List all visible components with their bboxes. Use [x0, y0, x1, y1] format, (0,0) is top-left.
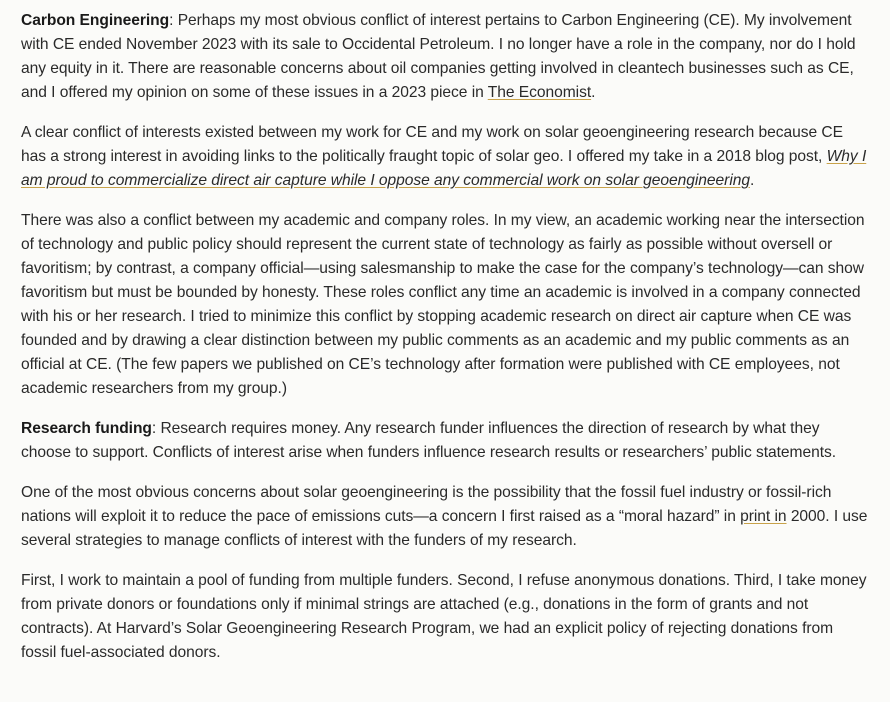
paragraph-text: A clear conflict of interests existed between my work for CE and my work on solar geoengineering research because CE has a strong interest in avoiding links to the politically fraught topic of solar geo. I offered my take in a 2018 blog post, [21, 124, 843, 165]
paragraph-text: First, I work to maintain a pool of funding from multiple funders. Second, I refuse anonymous donations. Third, I take money from private donors or foundations only if minimal strings are attached (e.g., donations in the form of grants and not contracts). At Harvard’s Solar Geoengineering Research Program, we had an explicit policy of rejecting donations from fossil fuel-associated donors. [21, 572, 867, 661]
paragraph-text: One of the most obvious concerns about solar geoengineering is the possibility that the fossil fuel industry or fossil-rich nations will exploit it to reduce the pace of emissions cuts—a concern I first raised as a “moral hazard” in [21, 484, 832, 525]
paragraph-text: : Research requires money. Any research funder influences the direction of research by what they choose to support. Conflicts of interest arise when funders influence research results or researchers’ public statements. [21, 420, 837, 461]
paragraph-conflict-ce-solar [21, 121, 872, 193]
paragraph-text: 2000. I use several strategies to manage conflicts of interest with the funders of my research. [21, 508, 868, 549]
paragraph-carbon-engineering [21, 9, 872, 105]
paragraph-funding-strategies [21, 569, 872, 665]
link-the-economist[interactable]: The Economist [487, 84, 592, 101]
paragraph-moral-hazard [21, 481, 872, 553]
paragraph-text: : Perhaps my most obvious conflict of interest pertains to Carbon Engineering (CE). My involvement with CE ended November 2023 with its sale to Occidental Petroleum. I no longer have a role in the company, nor do I hold any equity in it. There are reasonable concerns about oil companies getting involved in cleantech businesses such as CE, and I offered my opinion on some of these issues in a 2023 piece in [21, 12, 856, 101]
link-print-in[interactable]: print in [740, 508, 787, 525]
link-blog-post[interactable]: Why I am proud to commercialize direct air capture while I oppose any commercial work on solar geoengineering [21, 148, 867, 189]
paragraph-academic-company-conflict [21, 209, 872, 401]
paragraph-text: . [749, 172, 755, 189]
heading-carbon-engineering: Carbon Engineering [21, 12, 170, 29]
paragraph-text: There was also a conflict between my academic and company roles. In my view, an academic working near the intersection of technology and public policy should represent the current state of technology as fairly as possible without oversell or favoritism; by contrast, a company official—using salesmanship to make the case for the company’s technology—can show favoritism but must be bounded by honesty. These roles conflict any time an academic is involved in a company connected with his or her research. I tried to minimize this conflict by stopping academic research on direct air capture when CE was founded and by drawing a clear distinction between my public comments as an academic and my public comments as an official at CE. (The few papers we published on CE’s technology after formation were published with CE employees, not academic researchers from my group.) [21, 212, 865, 397]
heading-research-funding: Research funding [21, 420, 152, 437]
paragraph-research-funding [21, 417, 872, 465]
paragraph-text: . [591, 84, 596, 101]
